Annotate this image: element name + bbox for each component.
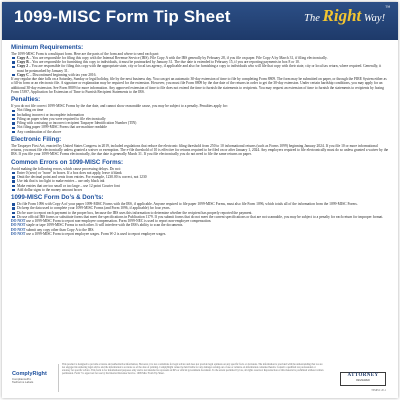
efiling-heading: Electronic Filing: [11, 136, 62, 144]
copies-list [11, 56, 389, 77]
min-req-heading: Minimum Requirements: [11, 44, 84, 51]
dont-line: DO NOT use a 1099-MISC Form to report non-employee compensation. Form 1099-NEC is used to report non-employee compensation. [11, 219, 212, 224]
list-item: Not filing paper 1099-MISC Forms that are machine readable [11, 125, 389, 129]
list-item: Copy A – You are responsible for filing this copy with the Internal Revenue Service (IRS). File Copy A with the IRS generally by February 28, if you file on paper. File Copy A by March 31, if filing electronically. [11, 56, 389, 60]
dont-line: DO NOT use a 1099-MISC Form to report employee wages. Form W-2 is used to report employee wages. [11, 231, 167, 236]
list-item: Copy B – You are responsible for furnishing this copy to individuals, it must be postmarked by January 31. The due date is extended to February 15, if you are reporting payments in box 8 or 10. [11, 60, 389, 64]
logo-text: ComplyRight [12, 371, 47, 377]
penalties-list [11, 108, 389, 134]
list-item: Not filing on time [11, 108, 389, 112]
badge-bottom: REVIEWED [356, 379, 370, 382]
errors-list [11, 171, 389, 192]
tip-sheet-page [2, 2, 398, 398]
dont-line: DO NOT staple or tape 1099-MISC Forms to each other. It will interfere with the IRS's ability to scan the documents. [11, 223, 184, 228]
list-item: Do file Form 1096 with Copy A of your paper 1099-MISC Forms with the IRS, if applicable. Anyone required to file paper 1099-MISC Forms, must also file Form 1096, which totals all of the information from the 1099-MISC Forms. [11, 202, 389, 206]
list-item: Omit the decimal point and cents from entries. For example, 1230.00 is correct, not 1230 [11, 175, 389, 179]
title-banner [2, 2, 398, 40]
min-req-intro: The 1099-MISC Form is a multipart form. Here are the parts of the form and where to send each part: [11, 51, 160, 56]
main-content [11, 44, 389, 236]
list-item: Copy C – Discontinued beginning with tax year 2016. [11, 73, 389, 77]
dos-donts-heading: 1099-MISC Form Do’s & Don’ts: [11, 194, 104, 202]
list-item: Filing with a missing or incorrect recipient Taxpayer Identification Number (TIN) [11, 121, 389, 125]
page-title: 1099-MISC Form Tip Sheet [14, 7, 231, 26]
penalties-intro: If you do not file correct 1099-MISC Forms by the due date, and cannot show reasonable cause, you may be subject to a penalty. Penalties apply for: [11, 104, 228, 109]
errors-intro: Avoid making the following errors, which cause processing delays. Do not: [11, 166, 121, 171]
brand-tm: ™ [385, 6, 390, 11]
brand-pre: The [304, 13, 320, 24]
penalties-heading: Penalties: [11, 96, 41, 104]
efiling-paragraph: The Taxpayer First Act, enacted by United States Congress in 2019, included regulations that reduce the electronic filing threshold from 250 to 10 informational returns (such as Forms 1099) beginning January 2024. If you file 10 or more informational returns, you must file electronically unless granted a waiver or exemption. The e-file threshold of 10 is effective for returns required to be filed on or after January 1, 2024. Any employers required to file electronically must do so unless granted a waiver by the IRS. If you file your 1099-MISC Forms electronically, the due date is generally March 31. If you file electronically you do not need to file the same returns on paper. [11, 143, 389, 157]
badge-top: ATTORNEY [347, 373, 379, 378]
list-item: Filing on paper when you were required to file electronically [11, 117, 389, 121]
brand-logo [304, 6, 390, 26]
brand-post: Way! [363, 13, 386, 24]
logo-sub2: TaxForms Labels [12, 379, 34, 384]
disclaimer-text: This product is designed to provide accurate and authoritative information. However, it is not a substitute for legal advice and does not provide legal opinions on any specific facts or decisions. The information is provided with the understanding that we are not engaged in rendering legal advice and the information is accurate as of the date of printing. ComplyRight cannot be held liable for any damages arising out of use or reliance on information contained herein. Consult a qualified tax professional or attorney for specific advice. This form is for informational purposes only and is not intended to represent an IRS or official government document. To the extent permitted by law, all rights reserved. Reproduction of this material is prohibited without written permission. Form 7 is approved for use by the Internal Revenue Service. 1099 Misc Form Tip Sheet. [62, 363, 324, 376]
errors-heading: Common Errors on 1099-MISC Forms: [11, 158, 124, 166]
list-item: Do keep the data used to complete your 1099-MISC Forms (and Form 1096, if applicable) for four years. [11, 206, 389, 210]
attorney-reviewed-badge [340, 372, 386, 386]
footer-divider [58, 364, 59, 392]
list-item: Do use official IRS forms or substitute forms that meet the specifications in Publication 1179. If you submit forms that do not meet the current specifications or that are not scannable, you may be subject to a penalty for each return for improper format. [11, 215, 389, 219]
dos-list [11, 202, 389, 219]
complyright-logo [12, 372, 47, 384]
list-item: Do be sure to report each payment to the proper box, because the IRS uses this information to determine whether the recipient has properly reported the payment. [11, 211, 389, 215]
list-item: Including incorrect or incomplete information [11, 113, 389, 117]
list-item: Make entries that are too small or too large – use 12 point Courier font [11, 184, 389, 188]
dont-line: DO NOT submit any copy other than Copy A to the IRS. [11, 227, 95, 232]
page-footer [2, 360, 398, 398]
brand-big: Right [322, 6, 362, 25]
logo-sub1: CompliancePro [12, 376, 32, 381]
extension-paragraph: If any regular due date falls on a Saturday, Sunday or legal holiday, file by the next business day. You can get an automatic 30-day extension of time to file by completing Form 8809. The form may be submitted on paper, or through the FIRE System either as a fill-in form or an electronic file. A signature or explanation may be required for the extension. However, you must file Form 8809 by the due date of the returns in order to get the 30-day extension. Under certain hardship conditions, you may apply for an additional 30-day extension. See Form 8809 for more information. Any approved extension of time to file does not extend the time to furnish the statements to recipients. You may request an extension of time to furnish the statements to recipients by faxing Form 15397, Application for Extension of Time to Furnish Recipient Statements to the IRS. [11, 77, 387, 94]
list-item: Any combination of the above [11, 130, 389, 134]
list-item: Add dollar signs to the money amount boxes [11, 188, 389, 192]
list-item: Use ink that is too light to make entries – use only black ink [11, 179, 389, 183]
list-item: Copy 2 – You are responsible for filing this copy with the appropriate state, city or local tax agency, if applicable and also for furnishing a copy to individuals who will file that copy with their state, city or local tax return, where required. Generally, it must be postmarked by January 31. [11, 64, 389, 73]
form-code: TSMISC 20-1 [371, 389, 386, 392]
list-item: Enter 0 (zero) or "none" in boxes. If a box does not apply, leave it blank [11, 171, 389, 175]
